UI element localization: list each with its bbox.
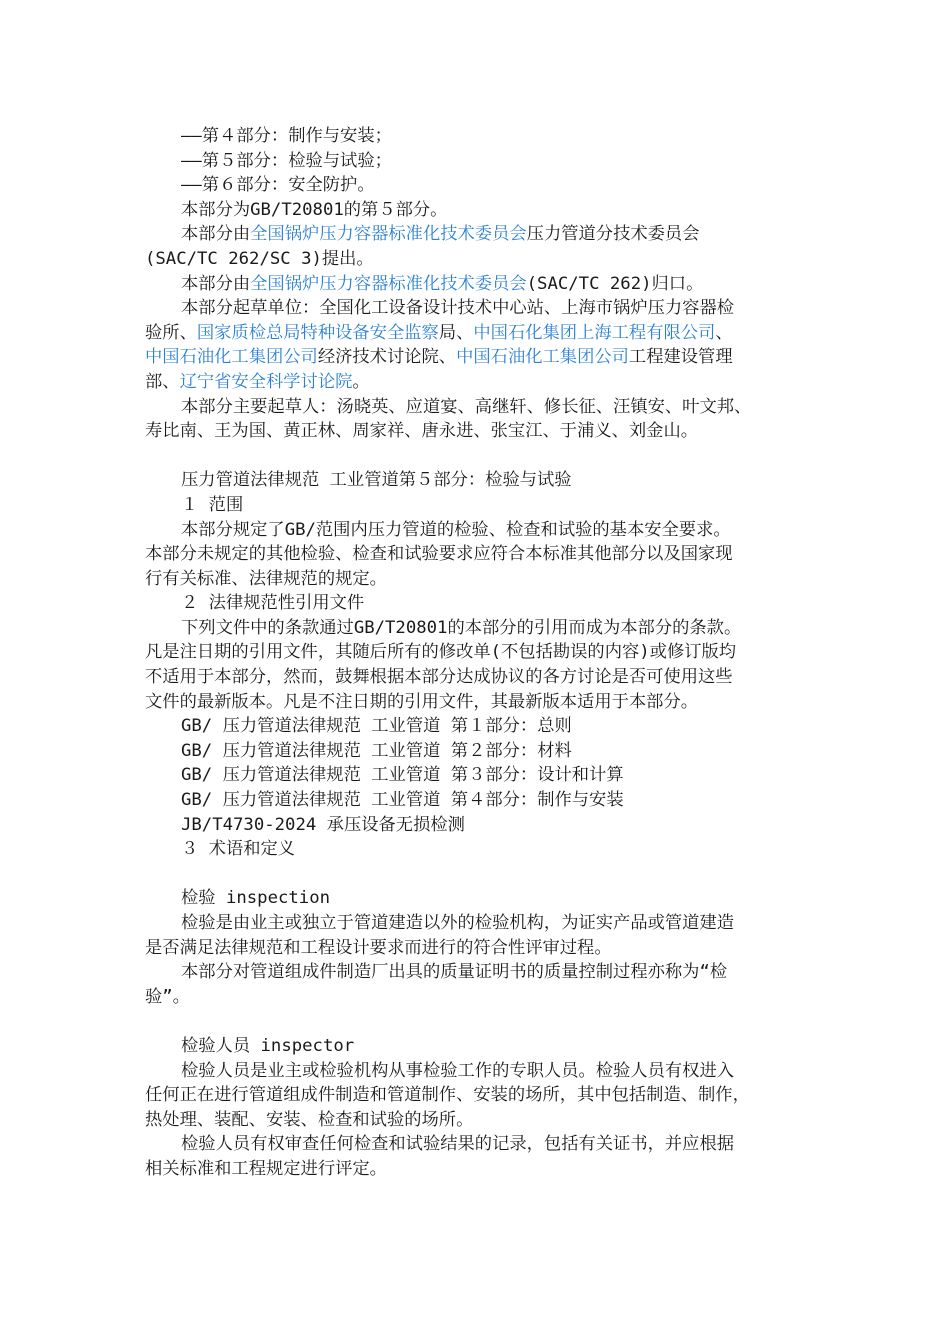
reference-item: GB/ 压力管道法律规范 工业管道 第４部分：制作与安装: [181, 790, 624, 811]
text-line: 本部分由全国锅炉压力容器标准化技术委员会压力管道分技术委员会: [181, 224, 700, 245]
term-heading: 检验人员 inspector: [181, 1035, 355, 1056]
text-line: 部、辽宁省安全科学讨论院。: [145, 371, 370, 392]
text-line: ——第４部分：制作与安装；: [181, 126, 392, 146]
text-line: 下列文件中的条款通过GB/T20801的本部分的引用而成为本部分的条款。: [181, 617, 742, 638]
text-line: 本部分规定了GB/范围内压力管道的检验、检查和试验的基本安全要求。: [181, 519, 731, 540]
reference-item: GB/ 压力管道法律规范 工业管道 第２部分：材料: [181, 740, 572, 761]
reference-item: GB/ 压力管道法律规范 工业管道 第３部分：设计和计算: [181, 765, 624, 786]
text-line: 本部分主要起草人：汤晓英、应道宴、高继轩、修长征、汪镇安、叶文邦、: [181, 396, 752, 417]
text-line: 任何正在进行管道组成件制造和管道制作、安装的场所，其中包括制造、制作，: [145, 1085, 750, 1106]
text-line: 相关标准和工程规定进行评定。: [145, 1158, 387, 1179]
blank-line: [145, 1009, 805, 1034]
hyperlink[interactable]: 辽宁省安全科学讨论院: [179, 371, 353, 392]
section-heading: ２ 法律规范性引用文件: [181, 593, 365, 614]
text-line: 检验是由业主或独立于管道建造以外的检验机构，为证实产品或管道建造: [181, 913, 735, 933]
text-line: 验”。: [145, 986, 190, 1007]
document-body: [145, 124, 805, 1182]
text-line: 热处理、装配、安装、检查和试验的场所。: [145, 1109, 474, 1130]
text-line: 本部分由全国锅炉压力容器标准化技术委员会(SAC/TC 262)归口。: [181, 273, 704, 294]
section-title: 压力管道法律规范 工业管道第５部分：检验与试验: [181, 470, 572, 491]
hyperlink[interactable]: 全国锅炉压力容器标准化技术委员会: [250, 224, 527, 245]
hyperlink[interactable]: 全国锅炉压力容器标准化技术委员会: [250, 273, 527, 294]
text-line: 验所、国家质检总局特种设备安全监察局、中国石化集团上海工程有限公司、: [145, 322, 733, 343]
text-line: 本部分为GB/T20801的第５部分。: [181, 199, 448, 220]
text-line: 凡是注日期的引用文件，其随后所有的修改单(不包括勘误的内容)或修订版均: [145, 642, 737, 663]
blank-line: [145, 444, 805, 469]
text-line: 寿比南、王为国、黄正林、周家祥、唐永进、张宝江、于浦义、刘金山。: [145, 421, 699, 442]
text-line: 检验人员是业主或检验机构从事检验工作的专职人员。检验人员有权进入: [181, 1060, 735, 1081]
section-heading: １ 范围: [181, 494, 244, 515]
text-line: 是否满足法律规范和工程设计要求而进行的符合性评审过程。: [145, 937, 612, 958]
section-heading: ３ 术语和定义: [181, 839, 296, 860]
term-heading: 检验 inspection: [181, 888, 331, 909]
text-line: 本部分对管道组成件制造厂出具的质量证明书的质量控制过程亦称为“检: [181, 962, 728, 983]
text-line: (SAC/TC 262/SC 3)提出。: [145, 248, 374, 269]
text-line: ——第６部分：安全防护。: [181, 175, 375, 196]
text-line: 本部分未规定的其他检验、检查和试验要求应符合本标准其他部分以及国家现: [145, 544, 733, 565]
reference-item: GB/ 压力管道法律规范 工业管道 第１部分：总则: [181, 716, 572, 737]
text-line: 不适用于本部分，然而，鼓舞根据本部分达成协议的各方讨论是否可使用这些: [145, 667, 733, 688]
hyperlink[interactable]: 中国石油化工集团公司: [456, 347, 629, 368]
text-line: 本部分起草单位：全国化工设备设计技术中心站、上海市锅炉压力容器检: [181, 298, 735, 319]
blank-line: [145, 862, 805, 887]
hyperlink[interactable]: 国家质检总局特种设备安全监察: [196, 322, 439, 343]
text-line: 行有关标准、法律规范的规定。: [145, 568, 387, 589]
hyperlink[interactable]: 中国石油化工集团公司: [145, 347, 318, 368]
text-line: 中国石油化工集团公司经济技术讨论院、中国石油化工集团公司工程建设管理: [145, 347, 733, 368]
reference-item: JB/T4730-2024 承压设备无损检测: [181, 814, 465, 835]
hyperlink[interactable]: 中国石化集团上海工程有限公司: [473, 322, 716, 343]
text-line: 文件的最新版本。凡是不注日期的引用文件，其最新版本适用于本部分。: [145, 691, 699, 712]
text-line: 检验人员有权审查任何检查和试验结果的记录，包括有关证书，并应根据: [181, 1134, 735, 1155]
text-line: ——第５部分：检验与试验；: [181, 150, 392, 171]
